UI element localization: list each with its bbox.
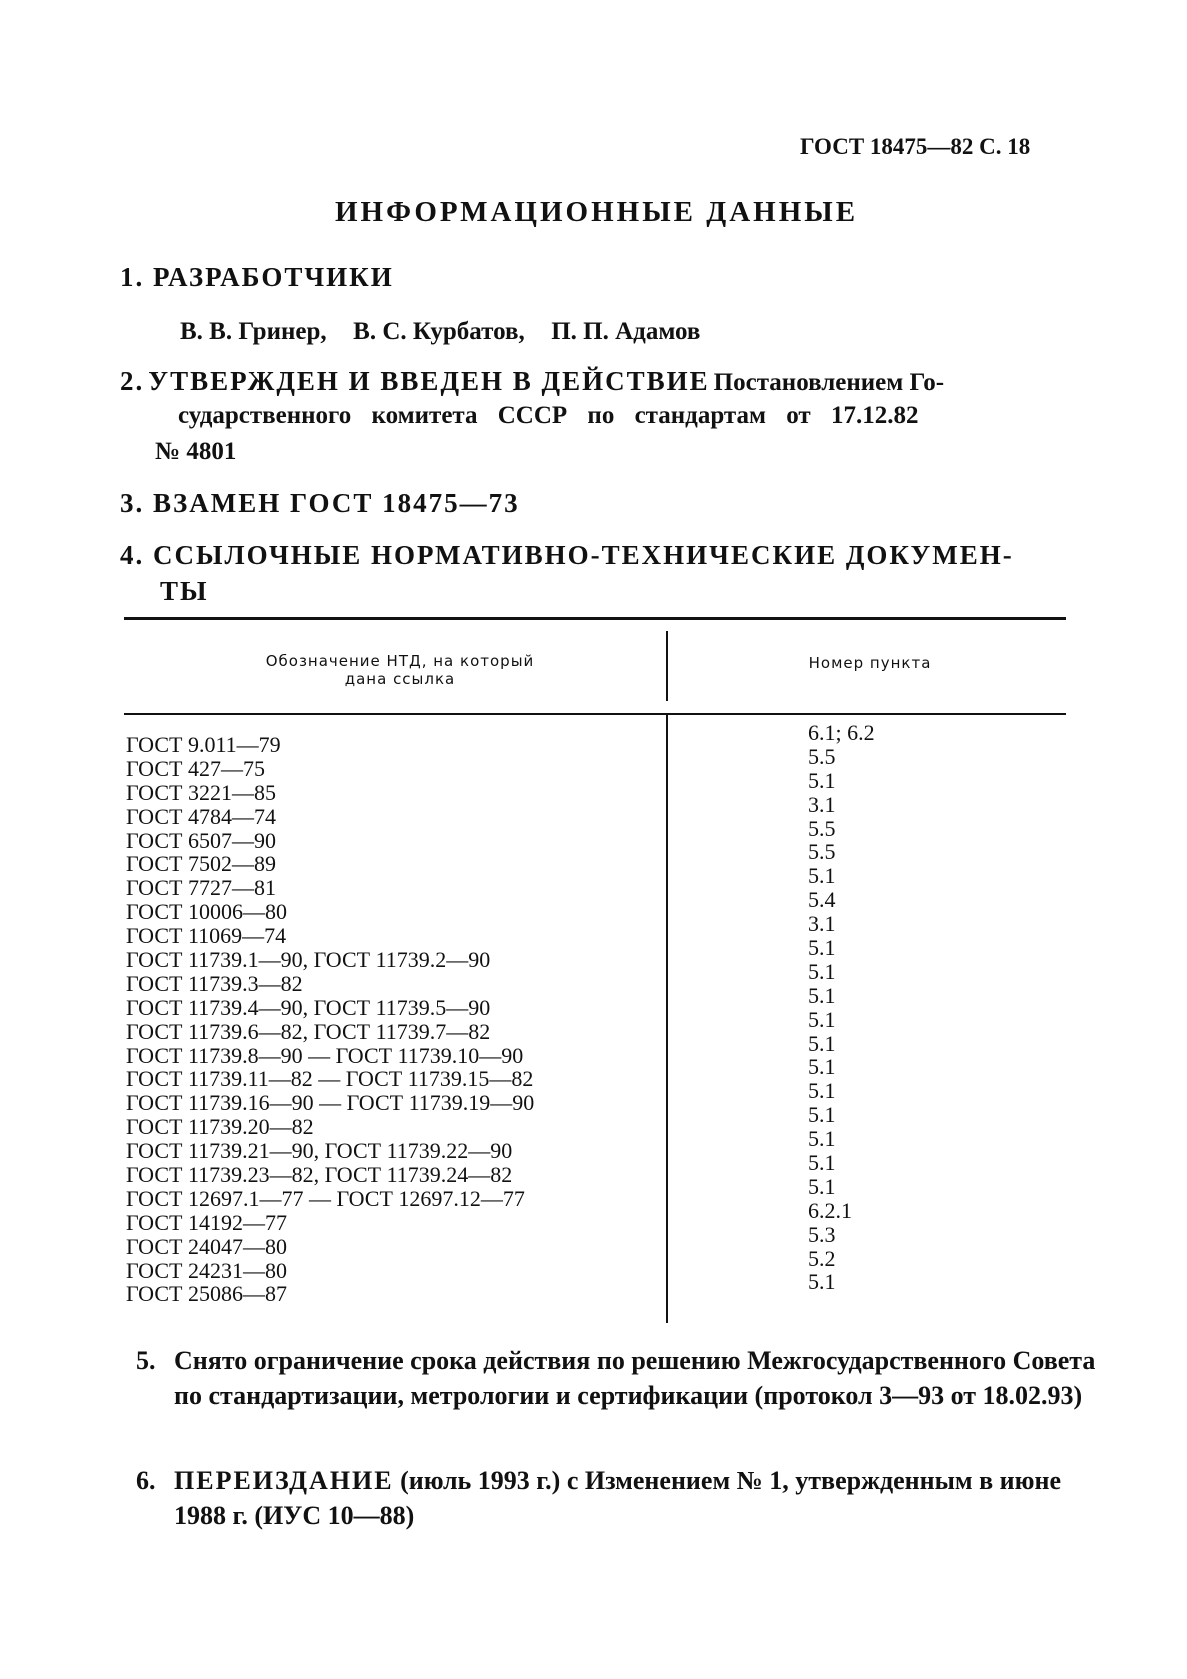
clause-row: 5.1 [808, 935, 836, 961]
section-6 [136, 1463, 1114, 1533]
reference-row: ГОСТ 24047—80 [126, 1233, 287, 1259]
reference-row: ГОСТ 11069—74 [126, 923, 287, 949]
reference-row: ГОСТ 11739.21—90, ГОСТ 11739.22—90 [126, 1138, 513, 1164]
clause-row: 6.1; 6.2 [808, 720, 875, 745]
table-header-rule [124, 713, 1066, 715]
reference-row: ГОСТ 11739.23—82, ГОСТ 11739.24—82 [126, 1162, 513, 1188]
reference-row: ГОСТ 11739.4—90, ГОСТ 11739.5—90 [126, 994, 491, 1020]
reference-row: ГОСТ 11739.3—82 [126, 970, 303, 996]
clause-row: 5.1 [808, 1054, 836, 1080]
section-5-text: Снято ограничение срока действия по решению Межгосударственного Совета по стандартизации, метрологии и сертификации (протокол 3—93 от 18.02.93) [174, 1346, 1096, 1410]
reference-row: ГОСТ 11739.8—90 — ГОСТ 11739.10—90 [126, 1042, 524, 1068]
reference-row: ГОСТ 25086—87 [126, 1281, 287, 1307]
clause-row: 5.5 [808, 815, 836, 841]
section-2-line-3: № 4801 [155, 438, 237, 465]
section-2-title: УТВЕРЖДЕН И ВВЕДЕН В ДЕЙСТВИЕ [148, 366, 710, 396]
clause-row: 5.1 [808, 1126, 836, 1152]
clause-row: 5.3 [808, 1221, 836, 1247]
section-5-number: 5. [136, 1346, 156, 1375]
col-header-clause: Номер пункта [808, 654, 932, 672]
reference-row: ГОСТ 7727—81 [126, 875, 276, 901]
section-4-heading-line-1 [120, 540, 1014, 571]
section-6-text: (июль 1993 г.) с Изменением № 1, утвержденным в июне 1988 г. (ИУС 10—88) [174, 1466, 1062, 1530]
reference-row: ГОСТ 11739.6—82, ГОСТ 11739.7—82 [126, 1018, 491, 1044]
clause-row: 5.2 [808, 1245, 836, 1271]
section-1-heading [120, 262, 394, 293]
reference-row: ГОСТ 11739.20—82 [126, 1114, 314, 1140]
reference-row: ГОСТ 11739.16—90 — ГОСТ 11739.19—90 [126, 1090, 535, 1116]
clause-row: 5.1 [808, 863, 836, 889]
section-5 [136, 1343, 1114, 1413]
reference-row: ГОСТ 10006—80 [126, 899, 287, 925]
author-2: В. С. Курбатов, [353, 318, 525, 345]
clause-row: 5.1 [808, 1150, 836, 1176]
reference-row: ГОСТ 14192—77 [126, 1209, 287, 1235]
table-column-divider [666, 713, 668, 1323]
clause-row: 3.1 [808, 791, 836, 817]
reference-row: ГОСТ 24231—80 [126, 1257, 287, 1283]
page-title: ИНФОРМАЦИОННЫЕ ДАННЫЕ [335, 196, 859, 228]
authors-line [180, 318, 700, 346]
clause-row: 5.1 [808, 1173, 836, 1199]
reference-row: ГОСТ 6507—90 [126, 827, 276, 853]
clause-row: 5.1 [808, 767, 836, 793]
section-6-heading: ПЕРЕИЗДАНИЕ [174, 1466, 394, 1495]
reference-row: ГОСТ 9.011—79 [126, 732, 281, 757]
section-3-title: ВЗАМЕН ГОСТ 18475—73 [153, 488, 520, 518]
table-top-rule [124, 617, 1066, 620]
section-3-number: 3. [120, 488, 145, 518]
page-header: ГОСТ 18475—82 С. 18 [800, 134, 1031, 159]
reference-row: ГОСТ 3221—85 [126, 779, 276, 805]
col-header-designation-line-1: Обозначение НТД, на который [265, 652, 535, 670]
clause-row: 5.4 [808, 887, 836, 913]
author-1: В. В. Гринер, [180, 318, 327, 345]
references-column [126, 733, 534, 1306]
clause-row: 5.1 [808, 1030, 836, 1056]
section-3-heading [120, 488, 520, 519]
reference-row: ГОСТ 427—75 [126, 755, 265, 781]
reference-row: ГОСТ 11739.11—82 — ГОСТ 11739.15—82 [126, 1066, 534, 1092]
section-4-title: ССЫЛОЧНЫЕ НОРМАТИВНО-ТЕХНИЧЕСКИЕ ДОКУМЕН- [153, 540, 1014, 570]
reference-row: ГОСТ 4784—74 [126, 803, 276, 829]
clause-row: 6.2.1 [808, 1197, 852, 1223]
clause-row: 5.1 [808, 1006, 836, 1032]
section-2-text-tail: Постановлением Го- [713, 369, 945, 396]
section-1-number: 1. [120, 262, 145, 292]
clause-row: 5.5 [808, 839, 836, 865]
section-4-heading-line-2: ТЫ [160, 576, 209, 606]
section-1-title: РАЗРАБОТЧИКИ [153, 262, 394, 292]
table-header-divider [666, 631, 668, 701]
section-2-number: 2. [120, 366, 145, 396]
clause-row: 5.5 [808, 743, 836, 769]
section-2-line-2: сударственного комитета СССР по стандартам от 17.12.82 [178, 402, 919, 429]
reference-row: ГОСТ 7502—89 [126, 851, 276, 877]
clause-row: 5.1 [808, 982, 836, 1008]
col-header-designation [200, 652, 600, 688]
reference-row: ГОСТ 11739.1—90, ГОСТ 11739.2—90 [126, 947, 491, 973]
clause-row: 5.1 [808, 1078, 836, 1104]
clauses-column [808, 721, 875, 1294]
section-2-line-1 [120, 366, 944, 397]
reference-row: ГОСТ 12697.1—77 — ГОСТ 12697.12—77 [126, 1185, 525, 1211]
clause-row: 3.1 [808, 911, 836, 937]
section-6-number: 6. [136, 1466, 156, 1495]
author-3: П. П. Адамов [551, 318, 701, 345]
col-header-designation-line-2: дана ссылка [344, 670, 456, 688]
section-4-number: 4. [120, 540, 145, 570]
clause-row: 5.1 [808, 1102, 836, 1128]
clause-row: 5.1 [808, 958, 836, 984]
clause-row: 5.1 [808, 1269, 836, 1295]
